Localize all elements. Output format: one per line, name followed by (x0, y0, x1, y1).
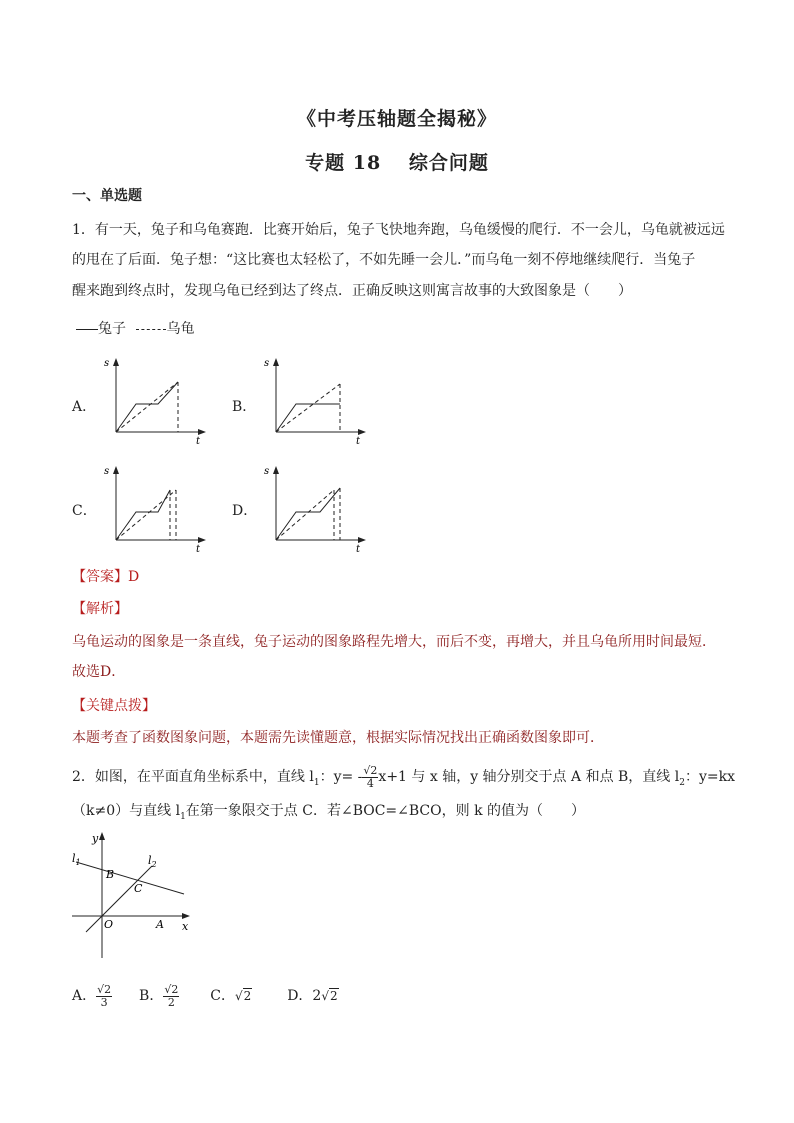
axis-s-label: s (264, 466, 270, 477)
q2-text-line2 (72, 801, 732, 827)
q1-legend (76, 318, 194, 338)
q1-answer: 【答案】D (72, 569, 140, 585)
rabbit-line (116, 382, 178, 432)
rabbit-line (116, 490, 170, 540)
q1-analysis-label: 【解析】 (72, 601, 128, 617)
q2-fraction-num: √2 (363, 763, 378, 777)
q2-fraction (362, 765, 378, 790)
q2-fraction-den: 4 (366, 776, 374, 790)
legend-solid-line (76, 329, 98, 330)
q1-option-b-label: B． (232, 399, 257, 415)
y-axis-arrow (99, 832, 105, 840)
q1-analysis-line1: 乌龟运动的图象是一条直线，兔子运动的图象路程先增大，而后不变，再增大，并且乌龟所用时间最短． (72, 634, 716, 650)
y-axis-arrow (273, 358, 279, 366)
axis-s-label: s (104, 466, 110, 477)
q2-option-d[interactable] (287, 988, 338, 1004)
label-y: y (92, 832, 99, 845)
q2-eq-prefix: ：y= - (319, 769, 363, 785)
label-c: C (134, 882, 143, 895)
q2-option-d-sqrt: √2 (321, 989, 338, 1003)
q2-option-b-fraction (163, 984, 179, 1009)
q1-text-line2: 的甩在了后面．兔子想：“这比赛也太轻松了，不如先睡一会儿．”而乌龟一刻不停地继续爬行．当兔子 (72, 252, 696, 268)
q1-text-line1: 1．有一天，兔子和乌龟赛跑．比赛开始后，兔子飞快地奔跑，乌龟缓慢的爬行．不一会儿，乌龟就被远远 (72, 222, 725, 238)
label-l1-sub: 1 (75, 858, 81, 867)
x-axis-arrow (358, 429, 366, 435)
x-axis-arrow (198, 429, 206, 435)
q1-graph-c (98, 460, 208, 552)
y-axis-arrow (113, 466, 119, 474)
q2-option-a-num: √2 (97, 982, 112, 996)
topic-title: 专题 18 综合问题 (305, 152, 489, 174)
q1-text-line3: 醒来跑到终点时，发现乌龟已经到达了终点．正确反映这则寓言故事的大致图象是（ ） (72, 283, 632, 299)
q2-l2-sub: 2 (679, 777, 685, 788)
q2-l1-sub: 1 (313, 777, 320, 788)
q1-graph-a (98, 352, 208, 444)
label-l2-sub: 2 (151, 860, 157, 869)
q2-option-a-den: 3 (100, 995, 108, 1009)
q1-option-d-label: D． (232, 503, 258, 519)
q2-option-b[interactable] (139, 982, 179, 1009)
q1-graph-b (258, 352, 368, 444)
q2-option-c-label: C． (210, 988, 235, 1004)
q2-line2-b: 在第一象限交于点 C．若∠BOC=∠BCO，则 k 的值为（ ） (185, 803, 586, 819)
line-l2 (86, 866, 152, 932)
q2-option-b-den: 2 (167, 995, 175, 1009)
label-b: B (106, 868, 115, 881)
turtle-line (276, 490, 334, 540)
q2-eq-suffix: x+1 与 x 轴，y 轴分别交于点 A 和点 B，直线 l (378, 769, 680, 785)
rabbit-line (276, 404, 340, 432)
x-axis-arrow (358, 537, 366, 543)
axis-t-label: t (356, 436, 361, 444)
x-axis-arrow (182, 913, 190, 919)
section-heading: 一、单选题 (72, 188, 142, 204)
q1-key-text: 本题考查了函数图象问题，本题需先读懂题意，根据实际情况找出正确函数图象即可． (72, 730, 604, 746)
line-l1 (76, 862, 184, 894)
q1-graph-d (258, 460, 368, 552)
y-axis-arrow (273, 466, 279, 474)
q1-analysis-line2: 故选D． (72, 664, 126, 680)
q2-text-line1 (72, 760, 736, 794)
label-l2 (148, 854, 157, 869)
label-l1 (72, 852, 81, 867)
q2-option-a-num-value: 2 (104, 982, 112, 996)
legend-rabbit: 兔子 (98, 321, 126, 337)
q2-line2-sub: 1 (180, 811, 186, 822)
turtle-line (276, 384, 340, 432)
q2-option-a-fraction (96, 984, 112, 1009)
book-title: 《中考压轴题全揭秘》 (296, 108, 497, 130)
x-axis-arrow (198, 537, 206, 543)
turtle-line (116, 382, 178, 432)
q2-option-b-num: √2 (164, 982, 179, 996)
q2-option-b-num-value: 2 (171, 982, 179, 996)
q2-coordinate-figure (66, 830, 196, 962)
q2-options (72, 982, 339, 1010)
q2-option-c-value: 2 (243, 989, 252, 1003)
q2-option-c-sqrt: √2 (234, 989, 252, 1003)
q2-option-b-label: B． (139, 988, 164, 1004)
q2-option-d-value: 2 (329, 989, 338, 1003)
turtle-line (116, 490, 176, 540)
q2-line2-a: （k≠0）与直线 l (72, 803, 181, 819)
axis-t-label: t (196, 544, 201, 552)
q2-fraction-num-value: 2 (370, 763, 378, 777)
q2-option-d-label: D．2 (287, 988, 322, 1004)
label-x: x (182, 920, 189, 933)
q1-option-a-label: A． (72, 399, 97, 415)
rabbit-line (276, 488, 340, 540)
q1-option-c-label: C． (72, 503, 97, 519)
axis-t-label: t (196, 436, 201, 444)
q1-key-label: 【关键点拨】 (72, 698, 156, 714)
axis-t-label: t (356, 544, 361, 552)
axis-s-label: s (264, 358, 270, 369)
q2-option-a[interactable] (72, 982, 112, 1009)
label-o: O (104, 918, 114, 931)
label-l2-main: l (148, 854, 152, 867)
axis-s-label: s (104, 358, 110, 369)
label-l1-main: l (72, 852, 76, 865)
y-axis-arrow (113, 358, 119, 366)
q2-option-c[interactable] (210, 988, 252, 1004)
q2-option-a-label: A． (72, 988, 97, 1004)
q2-eq-end: ：y=kx (684, 769, 736, 785)
label-a: A (156, 918, 164, 931)
legend-dashed-line (136, 329, 166, 330)
legend-turtle: 乌龟 (166, 321, 195, 337)
q2-intro: 2．如图，在平面直角坐标系中，直线 l (72, 769, 314, 785)
